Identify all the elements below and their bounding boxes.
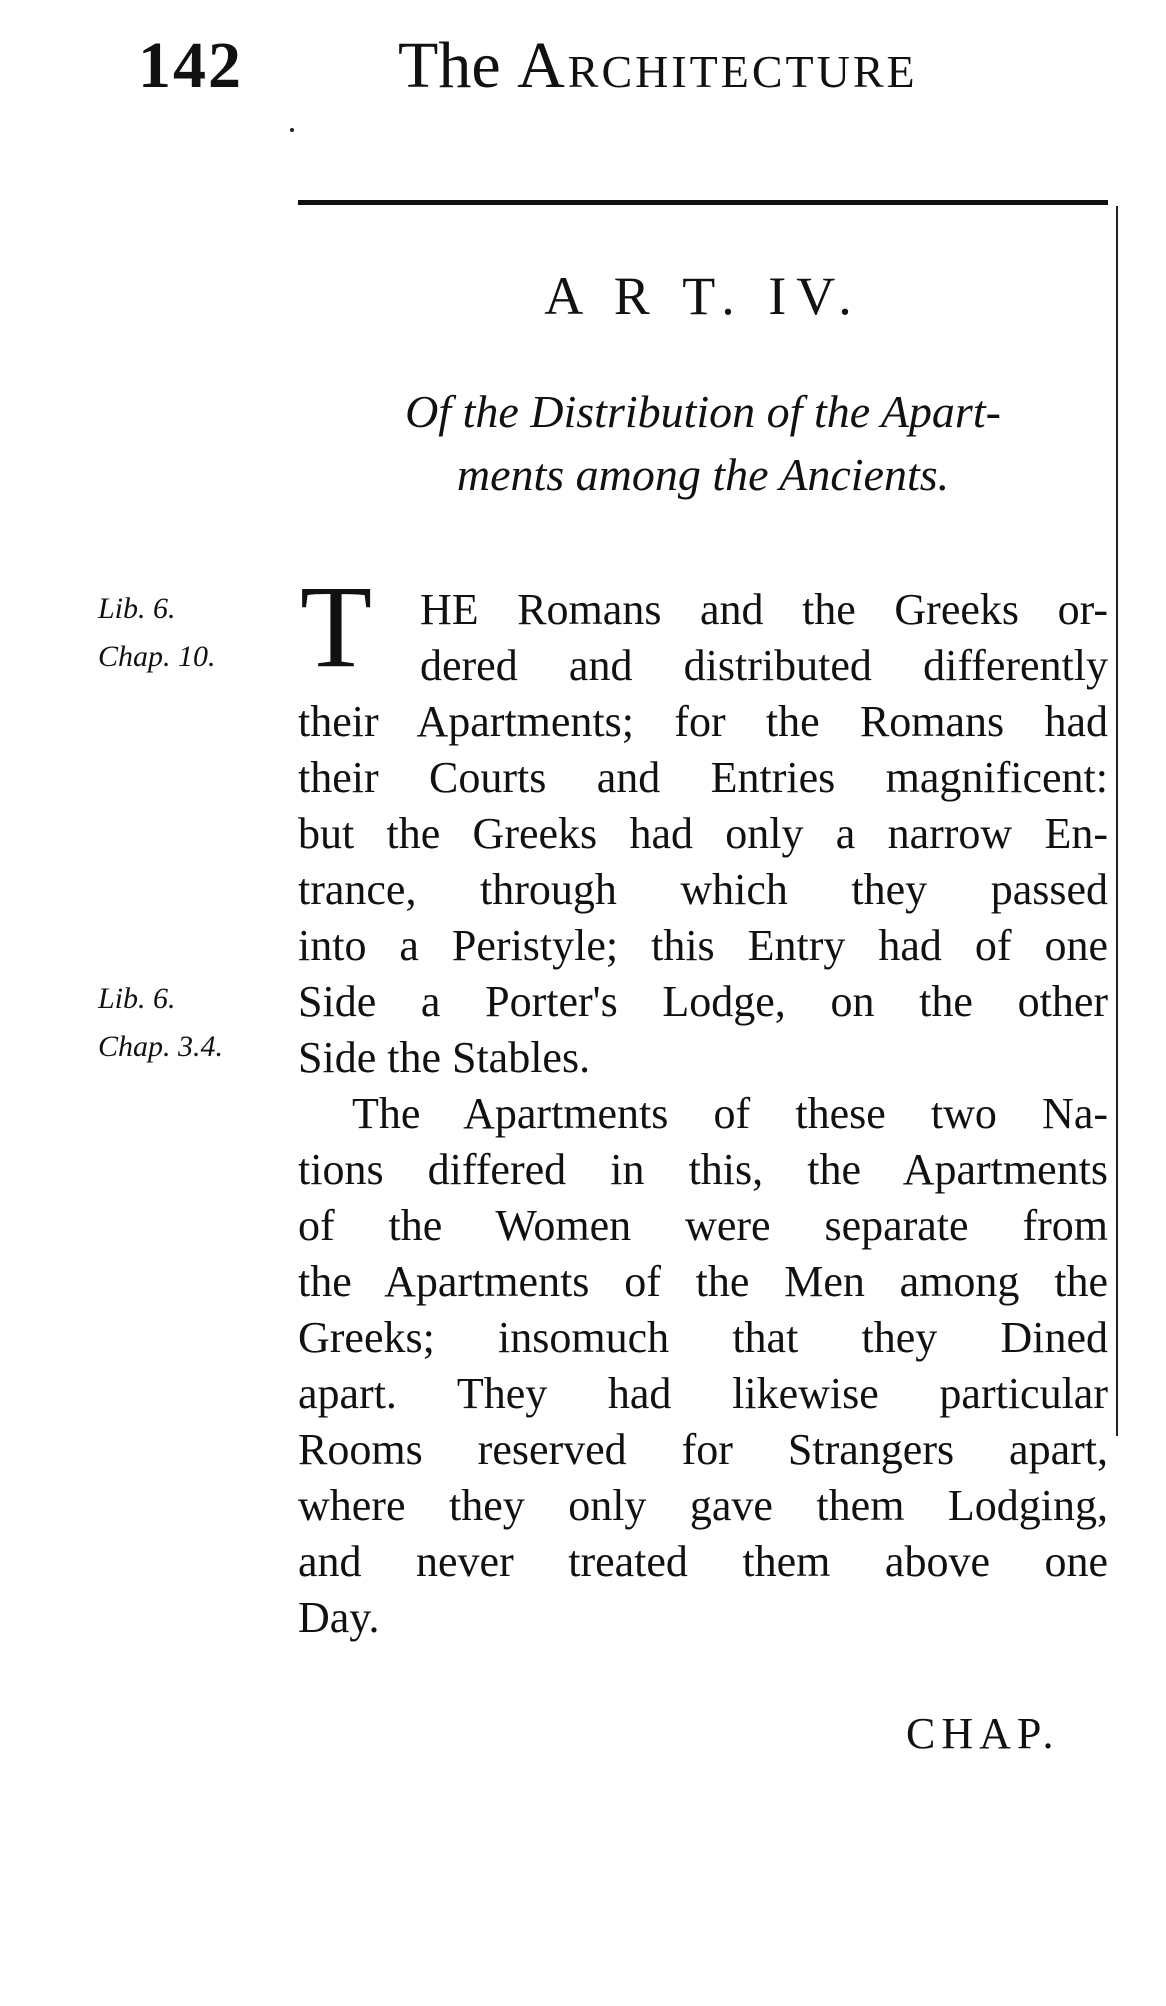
body-line: The Apartments of these two Na- xyxy=(352,1089,1108,1138)
body-line: and never treated them above one xyxy=(298,1537,1108,1586)
body-line: Side a Porter's Lodge, on the other xyxy=(298,977,1108,1026)
ink-dot xyxy=(290,128,294,132)
margin-note-2-line-1: Lib. 6. xyxy=(98,982,176,1015)
body-line: their Courts and Entries magnificent: xyxy=(298,753,1108,802)
drop-cap: T xyxy=(300,561,373,692)
body-line: of the Women were separate from xyxy=(298,1201,1108,1250)
body-line: tions differed in this, the Apartments xyxy=(298,1145,1108,1194)
body-line: the Apartments of the Men among the xyxy=(298,1257,1108,1306)
page-number: 142 xyxy=(138,29,243,102)
catchword: CHAP. xyxy=(906,1709,1060,1758)
body-line: trance, through which they passed xyxy=(298,865,1108,914)
margin-note-1-line-2: Chap. 10. xyxy=(98,640,216,673)
page-edge-line xyxy=(1116,206,1118,1436)
body-line: HE Romans and the Greeks or- xyxy=(420,585,1108,634)
margin-note-1-line-1: Lib. 6. xyxy=(98,592,176,625)
body-line: Day. xyxy=(298,1593,380,1642)
running-head xyxy=(398,28,918,104)
article-title-line-2: ments among the Ancients. xyxy=(456,449,950,500)
body-line: their Apartments; for the Romans had xyxy=(298,697,1108,746)
body-line: where they only gave them Lodging, xyxy=(298,1481,1108,1530)
article-title-line-1: Of the Distribution of the Apart- xyxy=(405,386,1001,437)
running-head-prefix: The xyxy=(398,29,518,102)
body-line: dered and distributed differently xyxy=(420,641,1108,690)
body-line: but the Greeks had only a narrow En- xyxy=(298,809,1108,858)
article-heading: A R T. IV. xyxy=(544,266,862,326)
margin-note-2-line-2: Chap. 3.4. xyxy=(98,1030,224,1063)
body-line: into a Peristyle; this Entry had of one xyxy=(298,921,1108,970)
body-line: Side the Stables. xyxy=(298,1033,591,1082)
body-line: Greeks; insomuch that they Dined xyxy=(298,1313,1108,1362)
running-head-small-caps: Architecture xyxy=(517,29,918,102)
body-line: apart. They had likewise particular xyxy=(298,1369,1108,1418)
body-line: Rooms reserved for Strangers apart, xyxy=(298,1425,1108,1474)
header-rule xyxy=(298,200,1108,205)
